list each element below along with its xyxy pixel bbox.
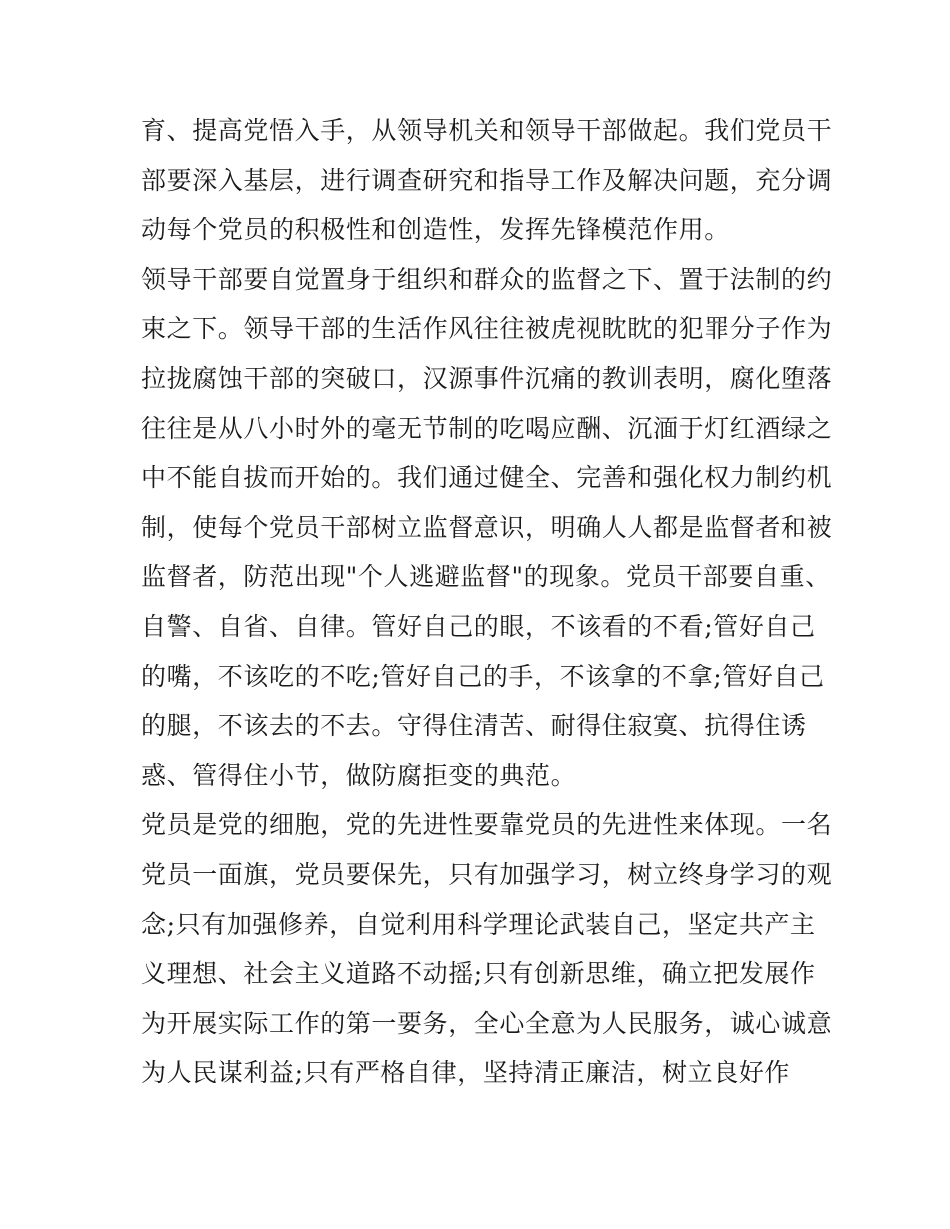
text-line: 制，使每个党员干部树立监督意识，明确人人都是监督者和被	[141, 512, 833, 542]
text-line: 的嘴，不该吃的不吃;管好自己的手，不该拿的不拿;管好自己	[141, 661, 825, 691]
text-line: 中不能自拔而开始的。我们通过健全、完善和强化权力制约机	[141, 463, 833, 493]
text-line: 领导干部要自觉置身于组织和群众的监督之下、置于法制的约	[141, 264, 833, 294]
text-line: 束之下。领导干部的生活作风往往被虎视眈眈的犯罪分子作为	[141, 314, 833, 344]
text-line: 为人民谋利益;只有严格自律，坚持清正廉洁，树立良好作	[141, 1058, 791, 1088]
text-line: 念;只有加强修养，自觉利用科学理论武装自己，坚定共产主	[141, 909, 816, 939]
text-line: 往往是从八小时外的毫无节制的吃喝应酬、沉湎于灯红酒绿之	[141, 413, 833, 443]
paragraph-2	[141, 255, 833, 801]
text-line: 监督者，防范出现"个人逃避监督"的现象。党员干部要自重、	[141, 562, 831, 592]
text-line: 义理想、社会主义道路不动摇;只有创新思维，确立把发展作	[141, 959, 816, 989]
text-line: 育、提高党悟入手，从领导机关和领导干部做起。我们党员干	[141, 116, 833, 145]
text-line: 动每个党员的积极性和创造性，发挥先锋模范作用。	[141, 215, 730, 245]
text-line: 拉拢腐蚀干部的突破口，汉源事件沉痛的教训表明，腐化堕落	[141, 363, 833, 393]
text-line: 部要深入基层，进行调查研究和指导工作及解决问题，充分调	[141, 165, 833, 195]
text-line: 的腿，不该去的不去。守得住清苦、耐得住寂寞、抗得住诱	[141, 711, 807, 741]
text-line: 为开展实际工作的第一要务，全心全意为人民服务，诚心诚意	[141, 1008, 833, 1038]
paragraph-1	[141, 106, 833, 255]
text-line: 党员一面旗，党员要保先，只有加强学习，树立终身学习的观	[141, 859, 833, 889]
text-line: 惑、管得住小节，做防腐拒变的典范。	[141, 760, 577, 790]
paragraph-3	[141, 800, 833, 1098]
text-line: 自警、自省、自律。管好自己的眼，不该看的不看;管好自己	[141, 611, 816, 641]
document-page	[141, 106, 833, 1098]
text-line: 党员是党的细胞，党的先进性要靠党员的先进性来体现。一名	[141, 810, 833, 840]
